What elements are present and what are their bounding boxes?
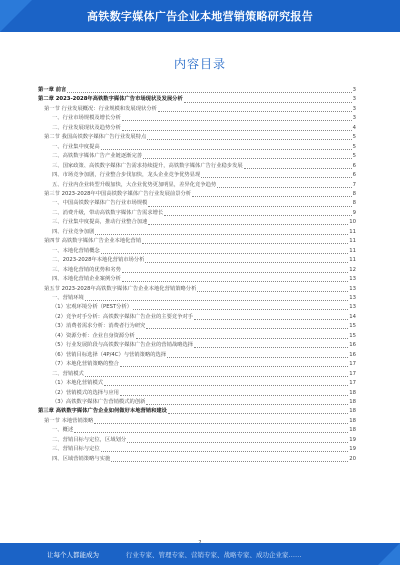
toc-entry-title: 第三章 高铁数字媒体广告企业如何做好本地营销和建设	[38, 408, 167, 415]
toc-leader-dots	[201, 177, 351, 178]
toc-entry-page: 17	[349, 380, 356, 387]
toc-entry-page: 5	[352, 143, 356, 150]
toc-entry[interactable]	[38, 407, 356, 416]
toc-leader-dots	[192, 196, 352, 197]
toc-entry-title: 第一节 行业发展概况：行业规模和发展现状分析	[44, 105, 157, 112]
report-header	[0, 0, 400, 32]
toc-leader-dots	[85, 300, 348, 301]
toc-entry-page: 15	[349, 332, 356, 339]
toc-leader-dots	[122, 130, 352, 131]
toc-entry-page: 5	[352, 153, 356, 160]
toc-entry[interactable]	[38, 95, 356, 104]
toc-entry-page: 3	[352, 115, 356, 122]
footer-slogan: 让每个人都能成为	[47, 551, 99, 559]
toc-entry-page: 19	[349, 436, 356, 443]
toc-entry-page: 16	[349, 342, 356, 349]
toc-leader-dots	[94, 423, 348, 424]
toc-entry-page: 11	[349, 238, 356, 245]
toc-entry-title: 第二章 2023-2028年高铁数字媒体广告市场现状及发展分析	[38, 96, 183, 103]
toc-entry[interactable]	[38, 322, 356, 331]
toc-leader-dots	[147, 139, 351, 140]
toc-entry-title: （7）本地化营销策略的整合	[52, 361, 119, 368]
toc-entry[interactable]	[38, 379, 356, 388]
toc-entry-page: 20	[349, 455, 356, 462]
toc-leader-dots	[146, 328, 348, 329]
toc-leader-dots	[104, 385, 348, 386]
toc-entry-title: 三、国家政策、高铁数字媒体广告需求持续提升，高铁数字媒体广告行业稳步发展	[52, 162, 243, 169]
toc-entry-title: 四、行业竞争加剧	[52, 228, 95, 235]
toc-entry[interactable]	[38, 162, 356, 171]
toc-entry-title: 二、营销目标与定位，区域划分	[52, 436, 127, 443]
toc-entry-title: 二、营销模式	[52, 370, 84, 377]
toc-entry[interactable]	[38, 152, 356, 161]
toc-leader-dots	[217, 187, 351, 188]
toc-entry-title: 三、本地化营销的优势和劣势	[52, 266, 121, 273]
toc-entry[interactable]	[38, 389, 356, 398]
toc-leader-dots	[101, 451, 349, 452]
toc-entry-title: 第一节 本地营销策略	[44, 417, 94, 424]
toc-entry-title: 第五节 2023-2028年高铁数字媒体广告企业本地化营销策略分析	[44, 285, 197, 292]
toc-leader-dots	[143, 158, 352, 159]
toc-leader-dots	[184, 102, 352, 103]
toc-entry-page: 11	[349, 257, 356, 264]
toc-entry-page: 7	[352, 181, 356, 188]
toc-entry-page: 6	[352, 162, 356, 169]
toc-entry[interactable]	[38, 133, 356, 142]
toc-entry-title: 二、行业发展现状及趋势分析	[52, 124, 121, 131]
toc-entry[interactable]	[38, 237, 356, 246]
toc-leader-dots	[127, 442, 348, 443]
toc-entry-title: 五、行业内企业转型升级加快，大企业优势更加明显，差异化竞争趋势	[52, 181, 217, 188]
toc-entry-title: 一、行业集中度提高	[52, 143, 100, 150]
toc-entry[interactable]	[38, 143, 356, 152]
toc-leader-dots	[146, 404, 348, 405]
toc-entry-title: （3）消费者需求分析：消费者行为研究	[52, 323, 146, 330]
toc-leader-dots	[167, 357, 348, 358]
toc-leader-dots	[133, 309, 348, 310]
toc-entry-page: 14	[349, 313, 356, 320]
toc-entry[interactable]	[38, 190, 356, 199]
toc-entry-page: 18	[349, 427, 356, 434]
toc-entry-title: 四、本地化营销企业案例分析	[52, 276, 121, 283]
toc-leader-dots	[120, 366, 348, 367]
toc-entry[interactable]	[38, 332, 356, 341]
toc-entry-title: 四、区域营销策略与实施	[52, 455, 111, 462]
toc-entry-page: 12	[349, 266, 356, 273]
toc-leader-dots	[120, 395, 348, 396]
toc-entry[interactable]	[38, 228, 356, 237]
toc-entry[interactable]	[38, 256, 356, 265]
toc-leader-dots	[111, 461, 348, 462]
toc-entry[interactable]	[38, 218, 356, 227]
toc-entry[interactable]	[38, 436, 356, 445]
toc-leader-dots	[74, 432, 348, 433]
toc-entry-title: （3）高铁数字媒体广告营销模式的创新	[52, 398, 146, 405]
toc-leader-dots	[148, 206, 351, 207]
toc-entry-title: 二、消费升级，带动高铁数字媒体广告需求增长	[52, 209, 164, 216]
toc-entry-page: 3	[352, 105, 356, 112]
footer-tagline: 行业专家、管理专家、营销专家、战略专家、成功企业家……	[126, 551, 302, 559]
toc-entry[interactable]	[38, 341, 356, 350]
toc-entry-title: 一、中国高铁数字媒体广告行业市场规模	[52, 200, 148, 207]
toc-entry-page: 17	[349, 370, 356, 377]
toc-entry-title: 第三节 2023-2028年中国高铁数字媒体广告行业发展前景分析	[44, 190, 192, 197]
toc-leader-dots	[122, 281, 348, 282]
toc-leader-dots	[194, 347, 348, 348]
toc-entry-page: 13	[349, 294, 356, 301]
toc-entry-page: 11	[349, 247, 356, 254]
toc-entry-title: 第四节 高铁数字媒体广告企业本地化营销	[44, 238, 142, 245]
toc-entry-page: 3	[352, 87, 356, 93]
toc-leader-dots	[101, 149, 352, 150]
toc-entry-page: 19	[349, 446, 356, 453]
toc-entry[interactable]	[38, 209, 356, 218]
toc-entry[interactable]	[38, 426, 356, 435]
toc-entry[interactable]	[38, 105, 356, 114]
toc-heading: 内容目录	[173, 57, 226, 71]
toc-entry[interactable]	[38, 181, 356, 190]
toc-entry[interactable]	[38, 294, 356, 303]
toc-entry-title: 第一章 前言	[38, 87, 67, 93]
toc-leader-dots	[85, 376, 348, 377]
table-of-contents	[38, 86, 356, 464]
toc-entry-page: 8	[352, 190, 356, 197]
toc-leader-dots	[244, 168, 352, 169]
toc-entry[interactable]	[38, 360, 356, 369]
toc-entry-title: （6）营销目标选择（4P/4C）与营销策略的选择	[52, 351, 167, 358]
toc-entry[interactable]	[38, 398, 356, 407]
toc-entry-page: 5	[352, 134, 356, 141]
toc-entry[interactable]	[38, 285, 356, 294]
footer-corner-decoration	[378, 543, 400, 565]
toc-entry-title: 二、高铁数字媒体广告产业链逐渐完善	[52, 153, 143, 160]
toc-entry[interactable]	[38, 124, 356, 133]
toc-entry-page: 4	[352, 124, 356, 131]
toc-entry[interactable]	[38, 266, 356, 275]
toc-entry-title: （1）本地化营销模式	[52, 380, 104, 387]
toc-entry[interactable]	[38, 199, 356, 208]
toc-leader-dots	[101, 253, 349, 254]
toc-entry-page: 13	[349, 276, 356, 283]
toc-entry[interactable]	[38, 455, 356, 464]
toc-entry[interactable]	[38, 303, 356, 312]
toc-entry-page: 18	[349, 417, 356, 424]
toc-leader-dots	[122, 120, 352, 121]
toc-entry-title: 三、营销目标与定位	[52, 446, 100, 453]
toc-leader-dots	[145, 262, 348, 263]
toc-entry-title: （2）营销模式的选择与应用	[52, 389, 119, 396]
toc-entry-title: 一、概述	[52, 427, 74, 434]
toc-entry-page: 8	[352, 200, 356, 207]
toc-entry-title: （1）宏观环境分析（PEST分析）	[52, 304, 133, 311]
toc-entry-page: 10	[349, 219, 356, 226]
toc-leader-dots	[148, 224, 348, 225]
toc-entry-page: 13	[349, 304, 356, 311]
toc-entry[interactable]	[38, 313, 356, 322]
toc-leader-dots	[194, 319, 348, 320]
toc-entry[interactable]	[38, 275, 356, 284]
toc-entry-title: （4）资源分析：企业自身资源分析	[52, 332, 135, 339]
toc-leader-dots	[67, 92, 351, 93]
report-title: 高铁数字媒体广告企业本地营销策略研究报告	[87, 10, 313, 23]
toc-entry-title: 一、本地化营销概念	[52, 247, 100, 254]
toc-entry-title: （5）行业发展阶段与高铁数字媒体广告企业的营销战略选择	[52, 342, 194, 349]
toc-entry-page: 13	[349, 285, 356, 292]
toc-entry[interactable]	[38, 114, 356, 123]
toc-leader-dots	[142, 243, 348, 244]
toc-entry[interactable]	[38, 417, 356, 426]
toc-entry-title: 一、营销环境	[52, 294, 84, 301]
toc-entry-page: 3	[352, 96, 356, 103]
toc-leader-dots	[164, 215, 351, 216]
toc-leader-dots	[158, 111, 352, 112]
toc-leader-dots	[136, 338, 348, 339]
toc-entry-page: 18	[349, 389, 356, 396]
toc-entry-page: 18	[349, 408, 356, 415]
toc-leader-dots	[95, 234, 348, 235]
toc-entry-page: 11	[349, 228, 356, 235]
toc-leader-dots	[168, 413, 348, 414]
toc-entry-page: 6	[352, 172, 356, 179]
toc-entry[interactable]	[38, 247, 356, 256]
toc-leader-dots	[197, 291, 348, 292]
toc-entry[interactable]	[38, 86, 356, 95]
toc-entry-page: 17	[349, 361, 356, 368]
toc-entry-page: 16	[349, 351, 356, 358]
report-footer	[0, 543, 400, 565]
toc-entry-title: 四、市场竞争加剧，行业整合步伐加快，龙头企业竞争优势显现	[52, 172, 201, 179]
toc-leader-dots	[122, 272, 348, 273]
toc-entry-title: 第二节 我国高铁数字媒体广告行业发展特点	[44, 134, 147, 141]
toc-entry[interactable]	[38, 445, 356, 454]
toc-entry-page: 18	[349, 398, 356, 405]
toc-entry-title: （2）竞争对手分析：高铁数字媒体广告企业的主要竞争对手	[52, 313, 194, 320]
toc-entry[interactable]	[38, 171, 356, 180]
toc-entry[interactable]	[38, 351, 356, 360]
toc-entry-page: 15	[349, 323, 356, 330]
toc-entry-title: 一、行业市场规模及增长分析	[52, 115, 121, 122]
toc-entry-title: 三、行业集中度提高，推动行业整合加速	[52, 219, 148, 226]
toc-entry-page: 9	[352, 209, 356, 216]
toc-entry-title: 二、2023-2028年本地化营销市场分析	[52, 257, 145, 264]
toc-entry[interactable]	[38, 370, 356, 379]
